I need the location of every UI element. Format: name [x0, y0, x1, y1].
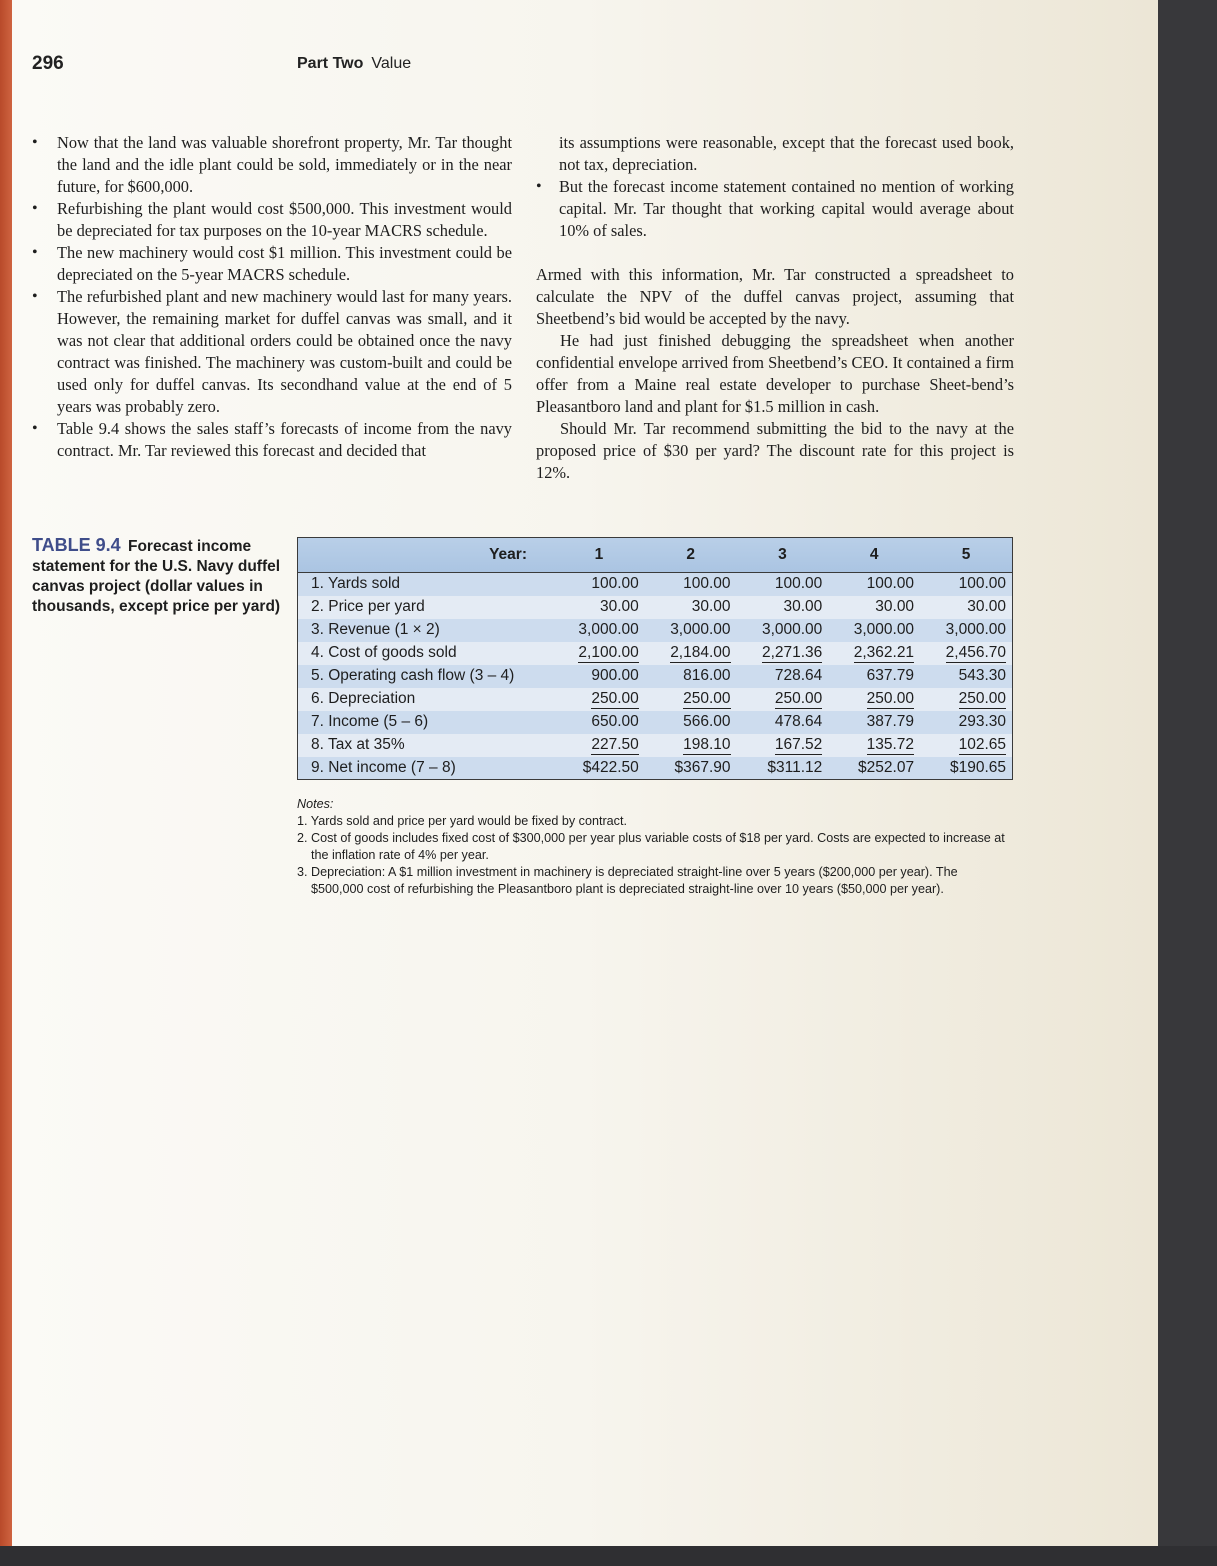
- part-label: Part Two: [297, 55, 364, 72]
- row-label: 2. Price per yard: [311, 598, 425, 615]
- running-head: [297, 55, 411, 73]
- viewer-background-right: [1158, 0, 1217, 1566]
- table-cell: [645, 665, 737, 688]
- table-cell: [737, 642, 829, 665]
- table-cell: [828, 711, 920, 734]
- table-cell: [645, 642, 737, 665]
- table-cell: [645, 688, 737, 711]
- table-row: [298, 665, 1013, 688]
- year-header-label: Year:: [298, 538, 554, 573]
- cell-value: 198.10: [683, 735, 731, 753]
- note-item: 1. Yards sold and price per yard would be fixed by contract.: [297, 814, 627, 828]
- table-row: [298, 688, 1013, 711]
- table-row: [298, 757, 1013, 780]
- income-statement-table: [297, 537, 1013, 780]
- table-cell: [553, 757, 645, 780]
- cell-value: $311.12: [767, 758, 823, 776]
- cell-value: 30.00: [599, 598, 639, 615]
- cell-value: 478.64: [774, 713, 823, 730]
- table-cell: [920, 642, 1012, 665]
- table-cell: [645, 711, 737, 734]
- row-label: 7. Income (5 – 6): [311, 713, 429, 730]
- table-cell: [920, 665, 1012, 688]
- table-cell: [737, 596, 829, 619]
- cell-value: 2,271.36: [761, 643, 823, 661]
- cell-value: 543.30: [958, 667, 1006, 684]
- table-cell: [737, 619, 829, 642]
- cell-value: 3,000.00: [945, 621, 1006, 638]
- cell-value: 100.00: [958, 575, 1006, 593]
- table-cell: [920, 734, 1012, 757]
- row-label: 9. Net income (7 – 8): [311, 758, 456, 776]
- cell-value: $190.65: [949, 758, 1006, 776]
- section-label: Value: [371, 55, 412, 72]
- table-cell: [645, 734, 737, 757]
- bullet-item: • Table 9.4 shows the sales staff’s forecasts of income from the navy contract. Mr. Tar reviewed this forecast and decided that: [32, 418, 512, 462]
- notes-title: Notes:: [297, 797, 334, 811]
- table-cell: [553, 642, 645, 665]
- table-header-row: [298, 538, 1013, 573]
- cell-value: 728.64: [774, 667, 823, 684]
- cell-value: $367.90: [674, 758, 731, 776]
- table-cell: [553, 596, 645, 619]
- table-cell: [920, 688, 1012, 711]
- table-cell: [828, 619, 920, 642]
- table-cell: [737, 734, 829, 757]
- row-label: 3. Revenue (1 × 2): [311, 621, 440, 638]
- bullet-item: • Now that the land was valuable shorefront property, Mr. Tar thought the land and the idle plant could be sold, immediately or in the near future, for $600,000.: [32, 132, 512, 198]
- cell-value: 3,000.00: [670, 621, 731, 638]
- page-edge-strip: [0, 0, 12, 1546]
- cell-value: 816.00: [683, 667, 731, 684]
- table-row: [298, 734, 1013, 757]
- table-number: TABLE 9.4: [32, 535, 121, 555]
- cell-value: $252.07: [858, 758, 915, 776]
- table-cell: [737, 688, 829, 711]
- table-cell: [828, 642, 920, 665]
- table-cell: [828, 596, 920, 619]
- cell-value: 100.00: [683, 575, 731, 593]
- note-item: 3. Depreciation: A $1 million investment in machinery is depreciated straight-line over 5 years ($200,000 per year). The $500,000 cost of refurbishing the Pleasantboro plant is depreciated straight-line over 10 years ($50,000 per year).: [297, 865, 958, 896]
- cell-value: 2,362.21: [853, 643, 915, 661]
- table-cell: [920, 573, 1012, 596]
- table-cell: [737, 573, 829, 596]
- row-label: 5. Operating cash flow (3 – 4): [311, 667, 515, 684]
- right-bullet-list: [536, 176, 1014, 242]
- cell-value: 100.00: [591, 575, 639, 593]
- table-cell: [920, 619, 1012, 642]
- cell-value: 250.00: [591, 689, 639, 707]
- table-cell: [553, 688, 645, 711]
- year-column-header: 5: [920, 538, 1012, 573]
- cell-value: 3,000.00: [761, 621, 823, 638]
- cell-value: 30.00: [875, 598, 915, 615]
- bullet-continuation: its assumptions were reasonable, except that the forecast used book, not tax, depreciation.: [559, 133, 1014, 174]
- cell-value: 2,100.00: [578, 643, 639, 661]
- note-item: 2. Cost of goods includes fixed cost of $300,000 per year plus variable costs of $18 per yard. Costs are expected to increase at the inflation rate of 4% per year.: [297, 831, 1005, 862]
- table-cell: [920, 596, 1012, 619]
- table-notes: [297, 796, 1013, 898]
- cell-value: 387.79: [866, 713, 915, 730]
- bullet-item: • But the forecast income statement contained no mention of working capital. Mr. Tar thought that working capital would average about 10% of sales.: [536, 176, 1014, 242]
- paragraph: Armed with this information, Mr. Tar constructed a spreadsheet to calculate the NPV of the duffel canvas project, assuming that Sheetbend’s bid would be accepted by the navy.: [536, 265, 1014, 328]
- table-cell: [828, 688, 920, 711]
- left-bullet-list: [32, 132, 512, 462]
- page-number: 296: [32, 53, 64, 74]
- cell-value: 566.00: [683, 713, 731, 730]
- cell-value: 2,456.70: [945, 643, 1006, 661]
- bullet-item: • The refurbished plant and new machinery would last for many years. However, the remaining market for duffel canvas was small, and it was not clear that additional orders could be obtained once the navy contract was finished. The machinery was custom-built and could be used only for duffel canvas. Its secondhand value at the end of 5 years was probably zero.: [32, 286, 512, 418]
- cell-value: 135.72: [866, 735, 915, 753]
- table-cell: [645, 573, 737, 596]
- table-caption: [32, 535, 282, 617]
- table-row: [298, 711, 1013, 734]
- table-cell: [645, 619, 737, 642]
- cell-value: 250.00: [683, 689, 731, 707]
- table-cell: [553, 665, 645, 688]
- table-cell: [828, 757, 920, 780]
- table-cell: [828, 573, 920, 596]
- cell-value: 637.79: [866, 667, 915, 684]
- table-row: [298, 642, 1013, 665]
- table-cell: [553, 619, 645, 642]
- table-cell: [828, 665, 920, 688]
- cell-value: 250.00: [958, 689, 1006, 707]
- cell-value: 900.00: [591, 667, 639, 684]
- cell-value: 227.50: [591, 735, 639, 753]
- table-cell: [737, 665, 829, 688]
- table-cell: [645, 596, 737, 619]
- cell-value: 30.00: [783, 598, 823, 615]
- year-column-header: 3: [737, 538, 829, 573]
- cell-value: 250.00: [774, 689, 823, 707]
- table-cell: [828, 734, 920, 757]
- right-column: [536, 132, 1014, 484]
- table-cell: [553, 573, 645, 596]
- cell-value: 100.00: [866, 575, 915, 593]
- cell-value: 650.00: [591, 713, 639, 730]
- cell-value: 3,000.00: [578, 621, 639, 638]
- table-row: [298, 573, 1013, 596]
- cell-value: 100.00: [774, 575, 823, 593]
- cell-value: 3,000.00: [853, 621, 915, 638]
- row-label: 4. Cost of goods sold: [311, 644, 457, 661]
- table-cell: [553, 734, 645, 757]
- table-cell: [920, 757, 1012, 780]
- row-label: 6. Depreciation: [311, 690, 416, 707]
- table-caption-text: Forecast income statement for the U.S. Navy duffel canvas project (dollar values in thousands, except price per yard): [32, 538, 281, 615]
- table-row: [298, 596, 1013, 619]
- row-label: 8. Tax at 35%: [311, 736, 405, 753]
- year-column-header: 4: [828, 538, 920, 573]
- bullet-item: • The new machinery would cost $1 million. This investment could be depreciated on the 5-year MACRS schedule.: [32, 242, 512, 286]
- table-cell: [920, 711, 1012, 734]
- year-column-header: 2: [645, 538, 737, 573]
- table-cell: [645, 757, 737, 780]
- cell-value: 293.30: [958, 713, 1006, 730]
- table-cell: [553, 711, 645, 734]
- viewer-background-bottom: [0, 1546, 1217, 1566]
- table-cell: [737, 711, 829, 734]
- paragraph: He had just finished debugging the spreadsheet when another confidential envelope arrived from Sheetbend’s CEO. It contained a firm offer from a Maine real estate developer to purchase Sheet-bend’s Pleasantboro land and plant for $1.5 million in cash.: [536, 331, 1014, 416]
- table-row: [298, 619, 1013, 642]
- cell-value: 167.52: [774, 735, 823, 753]
- cell-value: 102.65: [958, 735, 1006, 753]
- paragraph-gap: [536, 242, 1014, 264]
- cell-value: 30.00: [691, 598, 731, 615]
- cell-value: $422.50: [582, 758, 639, 776]
- bullet-item: • Refurbishing the plant would cost $500,000. This investment would be depreciated for tax purposes on the 10-year MACRS schedule.: [32, 198, 512, 242]
- cell-value: 30.00: [967, 598, 1006, 615]
- cell-value: 250.00: [866, 689, 915, 707]
- year-column-header: 1: [553, 538, 645, 573]
- left-column: [32, 132, 512, 462]
- paragraph: Should Mr. Tar recommend submitting the bid to the navy at the proposed price of $30 per yard? The discount rate for this project is 12%.: [536, 419, 1014, 482]
- table-cell: [737, 757, 829, 780]
- row-label: 1. Yards sold: [311, 575, 401, 593]
- cell-value: 2,184.00: [670, 643, 731, 661]
